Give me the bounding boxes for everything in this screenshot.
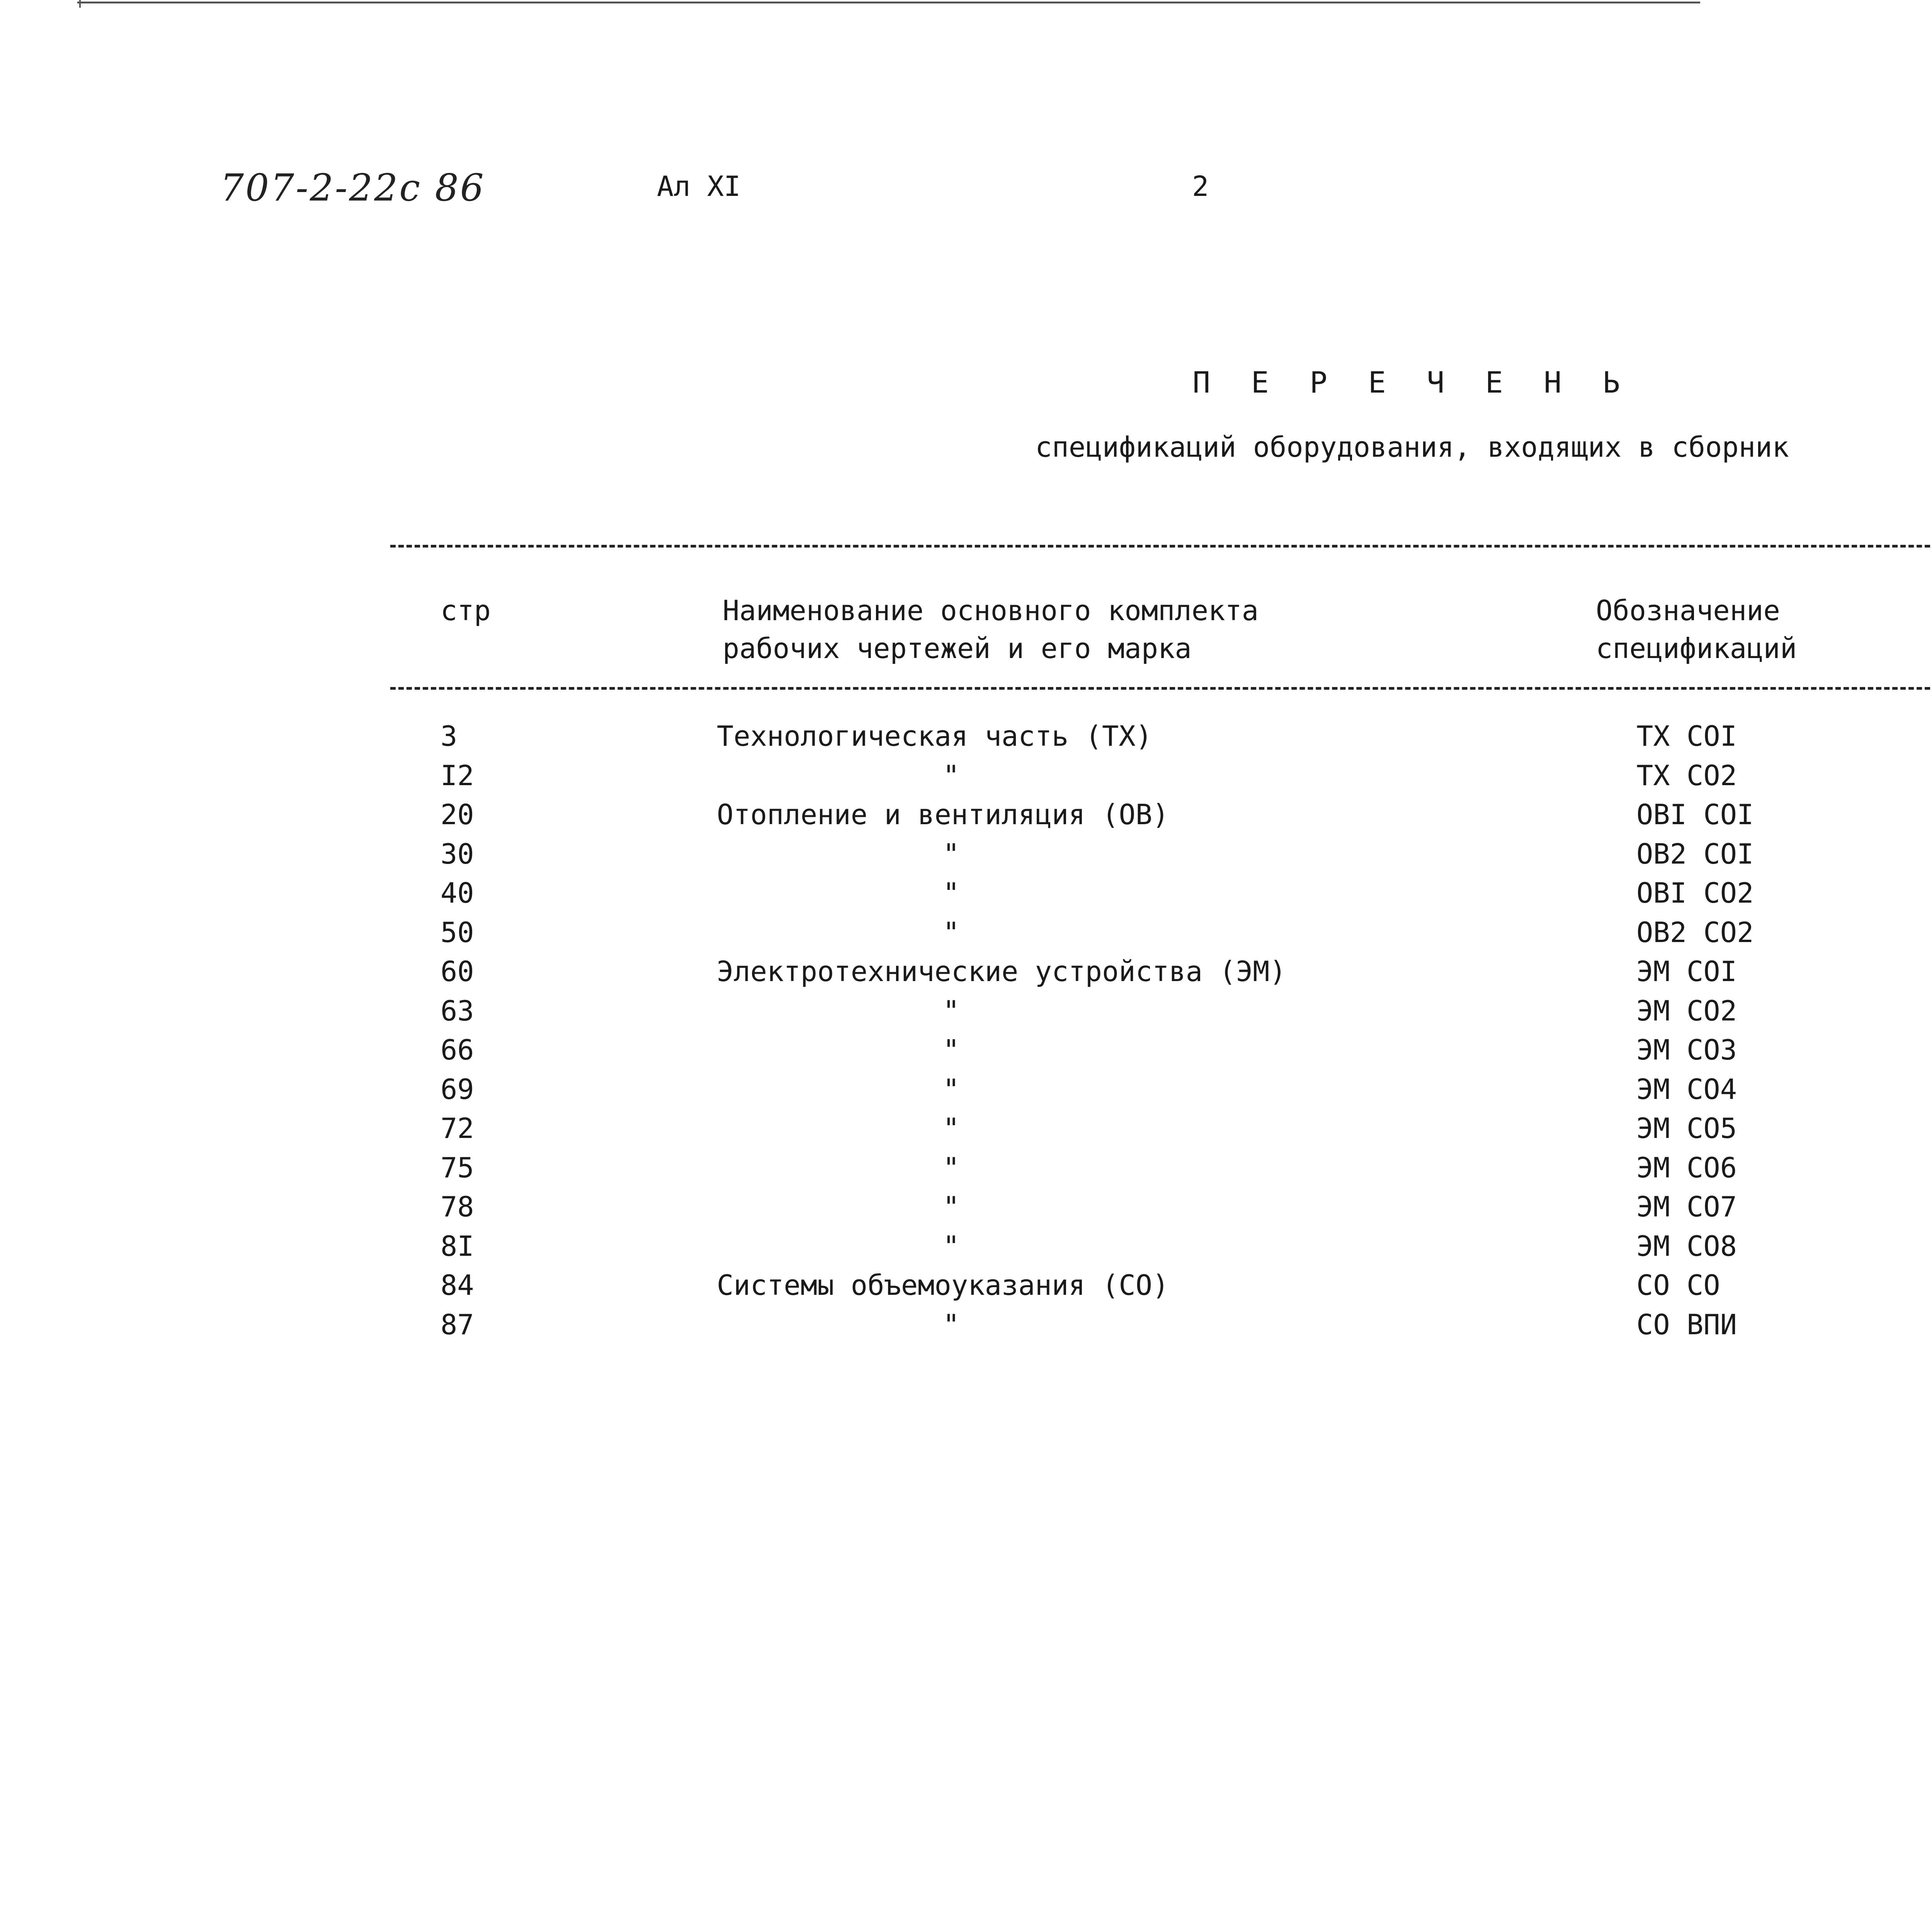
row-name-cell: " — [943, 916, 960, 949]
row-page-cell: 40 — [440, 877, 474, 909]
row-page-cell: 75 — [440, 1151, 474, 1184]
row-page-cell: 84 — [440, 1269, 474, 1301]
row-page-cell: 30 — [440, 838, 474, 870]
row-page-cell: 87 — [440, 1308, 474, 1341]
row-name-cell: " — [943, 838, 960, 870]
row-name-cell: " — [943, 1230, 960, 1262]
row-name-cell: Технологическая часть (ТХ) — [717, 720, 1153, 752]
scan-top-edge — [77, 2, 1700, 3]
row-name-cell: " — [943, 1112, 960, 1145]
row-code-cell: ОВI СО2 — [1636, 877, 1754, 909]
row-name-cell: " — [943, 1073, 960, 1105]
row-code-cell: ТХ СО2 — [1636, 759, 1737, 792]
row-page-cell: 72 — [440, 1112, 474, 1145]
scan-top-tick — [79, 0, 81, 8]
row-code-cell: ТХ СОI — [1636, 720, 1737, 752]
row-code-cell: СО ВПИ — [1636, 1308, 1737, 1341]
row-name-cell: Системы объемоуказания (СО) — [717, 1269, 1169, 1301]
row-page-cell: 8I — [440, 1230, 474, 1262]
row-code-cell: ЭМ СО2 — [1636, 995, 1737, 1027]
row-name-cell: Электротехнические устройства (ЭМ) — [717, 955, 1286, 988]
page-number: 2 — [1192, 170, 1209, 202]
row-name-cell: " — [943, 759, 960, 792]
row-code-cell: ЭМ СОI — [1636, 955, 1737, 988]
row-code-cell: ЭМ СО8 — [1636, 1230, 1737, 1262]
column-header-code-line2: спецификаций — [1596, 632, 1797, 665]
column-header-name-line2: рабочих чертежей и его марка — [723, 632, 1192, 665]
row-code-cell: ОВ2 СОI — [1636, 838, 1754, 870]
column-header-name-line1: Наименование основного комплекта — [723, 594, 1259, 627]
column-header-code-line1: Обозначение — [1596, 594, 1780, 627]
row-name-cell: " — [943, 1034, 960, 1066]
row-name-cell: " — [943, 1308, 960, 1341]
document-subtitle: спецификаций оборудования, входящих в сборник — [1035, 431, 1789, 463]
row-page-cell: 78 — [440, 1190, 474, 1223]
column-header-page: стр — [440, 594, 491, 627]
row-name-cell: " — [943, 877, 960, 909]
document-title: П Е Р Е Ч Е Н Ь — [1192, 365, 1632, 400]
row-code-cell: СО СО — [1636, 1269, 1720, 1301]
row-name-cell: " — [943, 995, 960, 1027]
table-top-rule — [390, 545, 1932, 548]
row-name-cell: Отопление и вентиляция (ОВ) — [717, 798, 1169, 831]
row-code-cell: ЭМ СО4 — [1636, 1073, 1737, 1105]
row-page-cell: I2 — [440, 759, 474, 792]
row-code-cell: ОВI СОI — [1636, 798, 1754, 831]
row-code-cell: ОВ2 СО2 — [1636, 916, 1754, 949]
row-page-cell: 69 — [440, 1073, 474, 1105]
row-page-cell: 66 — [440, 1034, 474, 1066]
document-code: 707-2-22с 86 — [220, 166, 485, 209]
row-code-cell: ЭМ СО7 — [1636, 1190, 1737, 1223]
row-page-cell: 20 — [440, 798, 474, 831]
sheet-format-label: Ал XI — [657, 170, 741, 202]
row-code-cell: ЭМ СО5 — [1636, 1112, 1737, 1145]
row-name-cell: " — [943, 1190, 960, 1223]
row-code-cell: ЭМ СО3 — [1636, 1034, 1737, 1066]
row-code-cell: ЭМ СО6 — [1636, 1151, 1737, 1184]
row-page-cell: 3 — [440, 720, 457, 752]
row-name-cell: " — [943, 1151, 960, 1184]
table-header-rule — [390, 687, 1932, 690]
row-page-cell: 63 — [440, 995, 474, 1027]
row-page-cell: 50 — [440, 916, 474, 949]
row-page-cell: 60 — [440, 955, 474, 988]
